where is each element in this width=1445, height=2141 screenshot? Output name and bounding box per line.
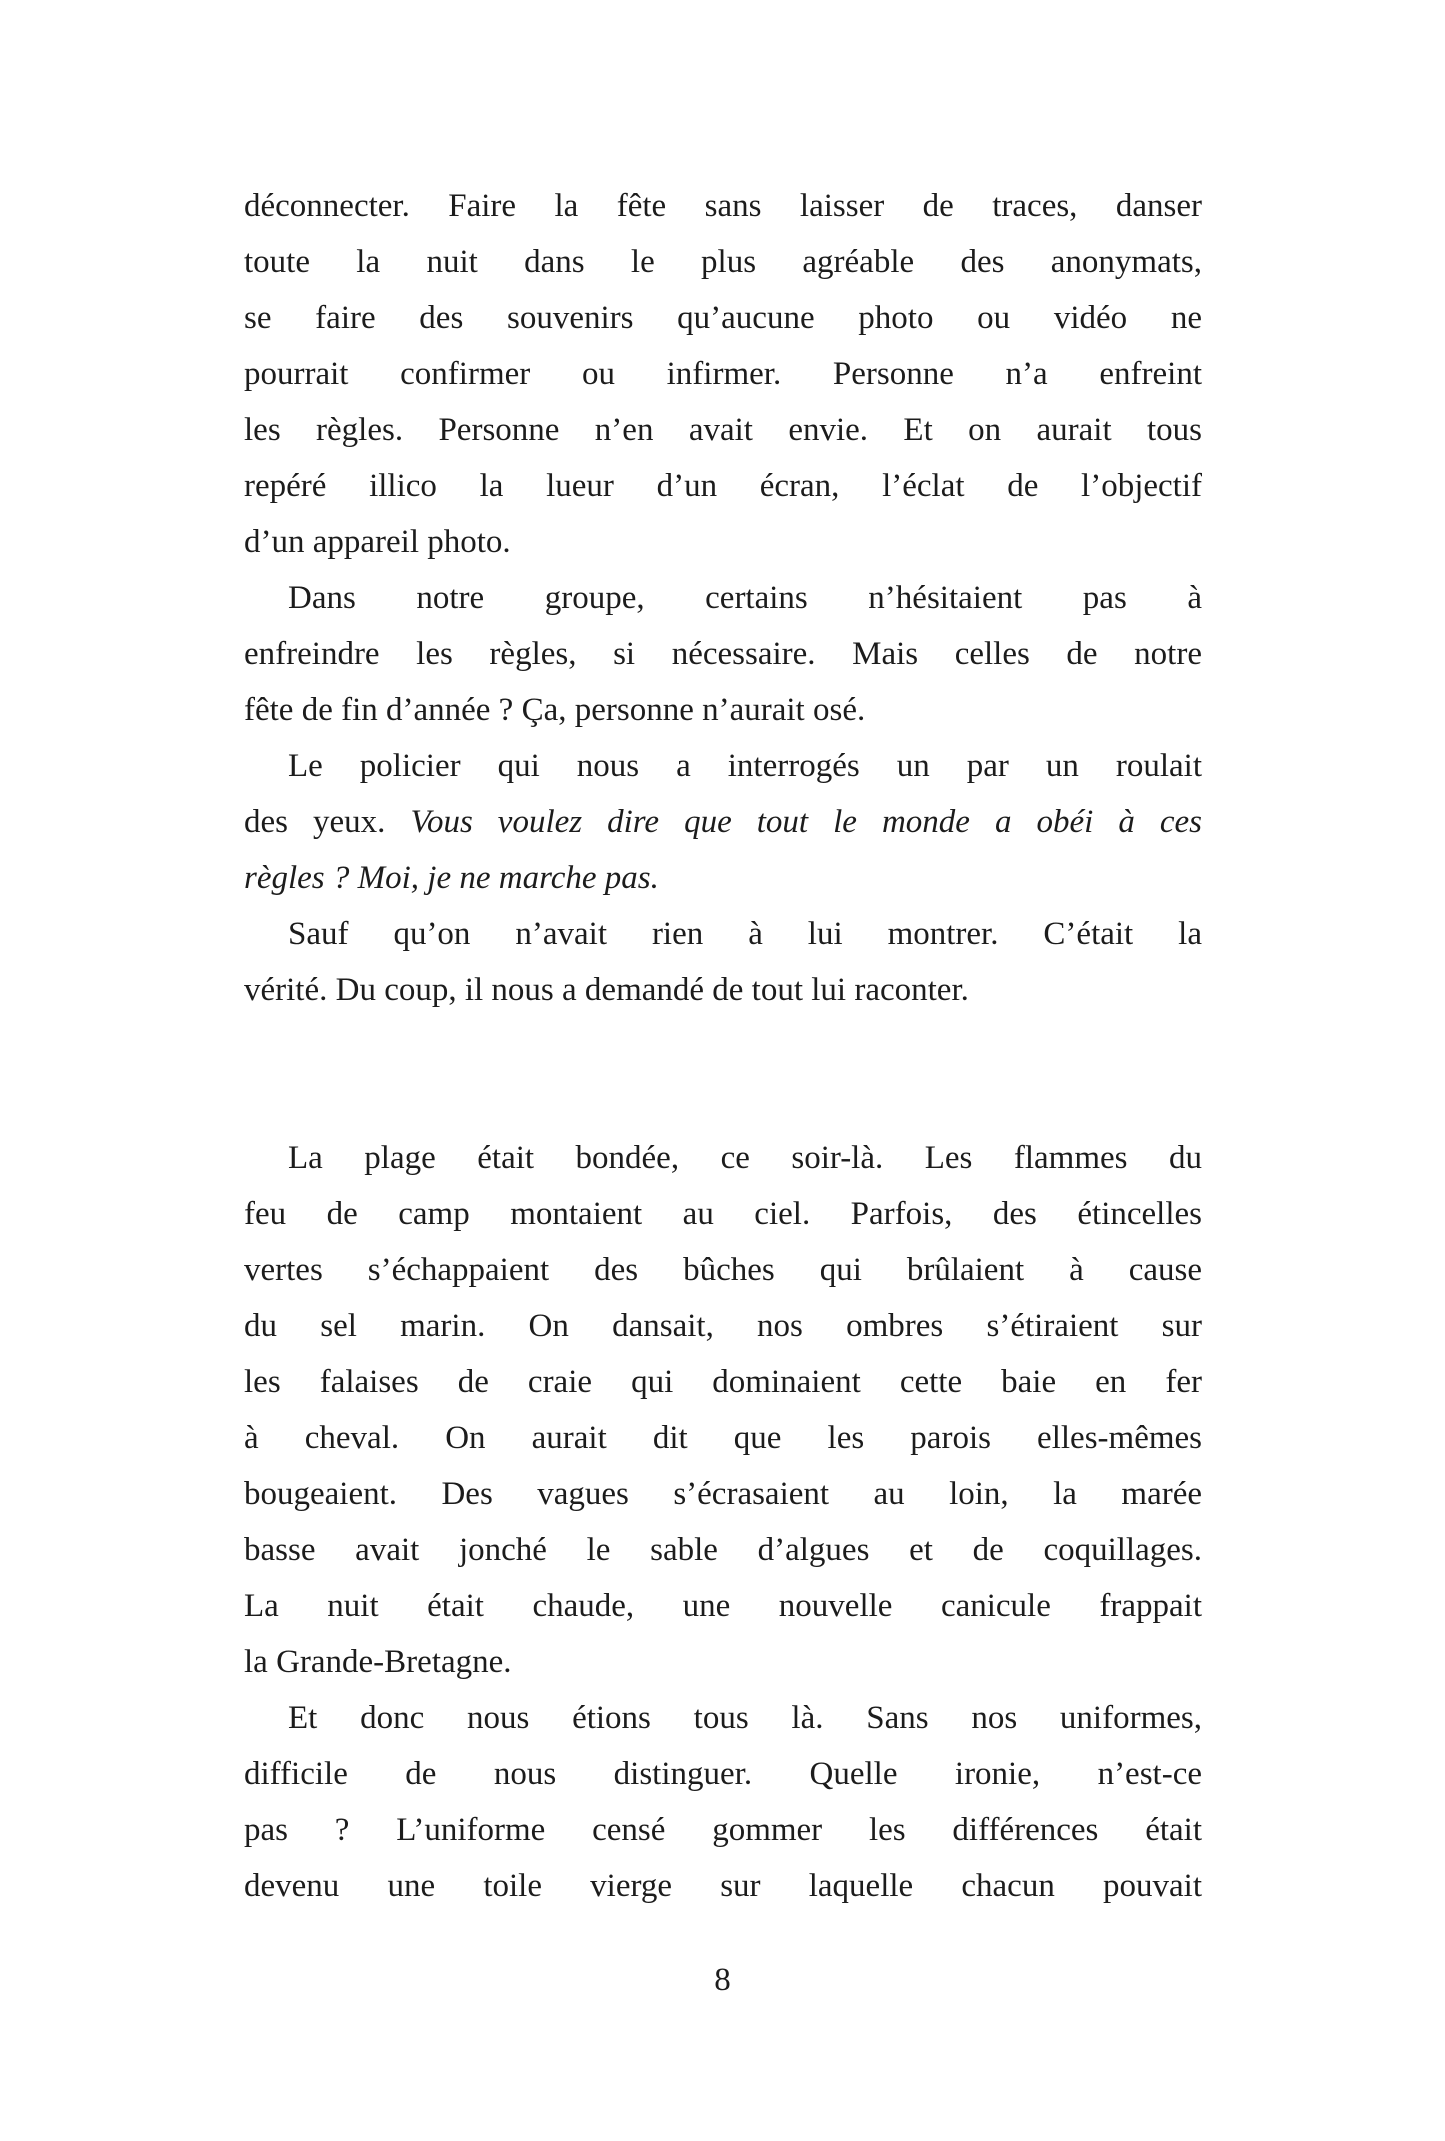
text-line (244, 1410, 1202, 1466)
text-line (244, 346, 1202, 402)
text-segment: toute la nuit dans le plus agréable des anonymats, (244, 244, 1202, 280)
text-segment: feu de camp montaient au ciel. Parfois, des étincelles (244, 1196, 1202, 1232)
paragraph (244, 1130, 1202, 1690)
text-segment: déconnecter. Faire la fête sans laisser de traces, danser (244, 188, 1202, 224)
text-line (244, 1634, 1202, 1690)
text-segment: la Grande-Bretagne. (244, 1644, 512, 1680)
text-segment: enfreindre les règles, si nécessaire. Mais celles de notre (244, 636, 1202, 672)
text-segment: bougeaient. Des vagues s’écrasaient au loin, la marée (244, 1476, 1202, 1512)
text-line (244, 1522, 1202, 1578)
paragraph (244, 906, 1202, 1018)
text-line (244, 234, 1202, 290)
text-line (244, 178, 1202, 234)
text-segment: Le policier qui nous a interrogés un par un roulait (288, 748, 1202, 784)
text-line (244, 402, 1202, 458)
text-line (244, 570, 1202, 626)
text-line (244, 738, 1202, 794)
text-segment: repéré illico la lueur d’un écran, l’éclat de l’objectif (244, 468, 1202, 504)
text-segment: les falaises de craie qui dominaient cette baie en fer (244, 1364, 1202, 1400)
paragraph (244, 738, 1202, 906)
text-segment: pourrait confirmer ou infirmer. Personne n’a enfreint (244, 356, 1202, 392)
text-line (244, 1242, 1202, 1298)
text-line (244, 290, 1202, 346)
text-segment: vertes s’échappaient des bûches qui brûlaient à cause (244, 1252, 1202, 1288)
text-line (244, 1354, 1202, 1410)
text-line (244, 1578, 1202, 1634)
italic-text-segment: Vous voulez dire que tout le monde a obéi à ces (410, 804, 1202, 840)
text-line (244, 682, 1202, 738)
text-segment: du sel marin. On dansait, nos ombres s’étiraient sur (244, 1308, 1202, 1344)
text-segment: Et donc nous étions tous là. Sans nos uniformes, (288, 1700, 1202, 1736)
page-number: 8 (714, 1962, 731, 1998)
text-segment: devenu une toile vierge sur laquelle chacun pouvait (244, 1868, 1202, 1904)
text-segment: basse avait jonché le sable d’algues et de coquillages. (244, 1532, 1202, 1568)
italic-text-segment: règles ? Moi, je ne marche pas. (244, 860, 659, 896)
text-segment: des yeux. (244, 804, 411, 840)
text-line (244, 1802, 1202, 1858)
text-segment: d’un appareil photo. (244, 524, 511, 560)
text-line (244, 906, 1202, 962)
paragraph (244, 178, 1202, 570)
text-line (244, 1746, 1202, 1802)
text-segment: La nuit était chaude, une nouvelle canicule frappait (244, 1588, 1202, 1624)
text-line (244, 794, 1202, 850)
text-line (244, 1858, 1202, 1914)
text-line (244, 458, 1202, 514)
text-line (244, 1186, 1202, 1242)
text-segment: Dans notre groupe, certains n’hésitaient pas à (288, 580, 1202, 616)
text-line (244, 1466, 1202, 1522)
text-segment: se faire des souvenirs qu’aucune photo ou vidéo ne (244, 300, 1202, 336)
text-line (244, 626, 1202, 682)
text-line (244, 1690, 1202, 1746)
text-segment: difficile de nous distinguer. Quelle ironie, n’est-ce (244, 1756, 1202, 1792)
text-line (244, 850, 1202, 906)
text-segment: à cheval. On aurait dit que les parois elles-mêmes (244, 1420, 1202, 1456)
text-segment: fête de fin d’année ? Ça, personne n’aurait osé. (244, 692, 866, 728)
text-line (244, 1298, 1202, 1354)
text-segment: vérité. Du coup, il nous a demandé de tout lui raconter. (244, 972, 969, 1008)
paragraph (244, 570, 1202, 738)
text-segment: La plage était bondée, ce soir-là. Les flammes du (288, 1140, 1202, 1176)
text-segment: les règles. Personne n’en avait envie. Et on aurait tous (244, 412, 1202, 448)
text-line (244, 1130, 1202, 1186)
paragraph (244, 1690, 1202, 1914)
text-line (244, 962, 1202, 1018)
text-segment: pas ? L’uniforme censé gommer les différences était (244, 1812, 1202, 1848)
text-segment: Sauf qu’on n’avait rien à lui montrer. C’était la (288, 916, 1202, 952)
text-line (244, 514, 1202, 570)
text-block (244, 178, 1202, 1914)
